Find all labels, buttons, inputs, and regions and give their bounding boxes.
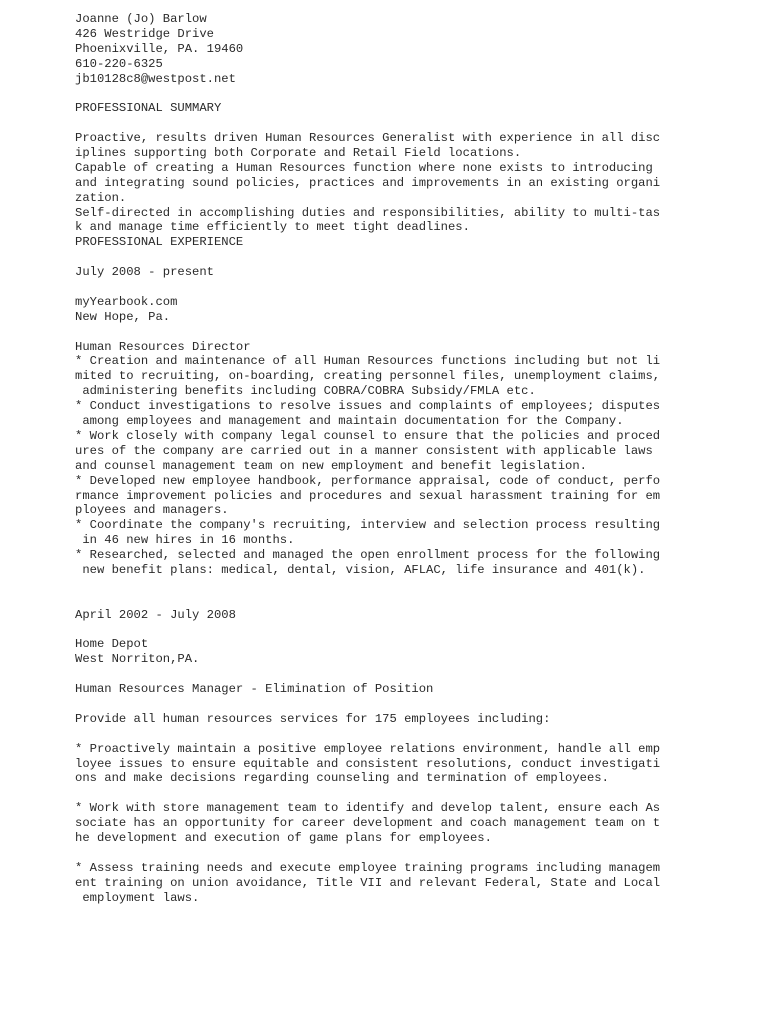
duty-line: employment laws. [75,890,200,905]
spacer [75,667,745,682]
duty-line: he development and execution of game plans for employees. [75,830,492,845]
duty-line: new benefit plans: medical, dental, vision, AFLAC, life insurance and 401(k). [75,562,646,577]
duty-line: mited to recruiting, on-boarding, creating personnel files, unemployment claims, [75,369,661,384]
duty-line: ent training on union avoidance, Title VII and relevant Federal, State and Local [75,875,661,890]
contact-street: 426 Westridge Drive [75,26,214,41]
summary-heading: PROFESSIONAL SUMMARY [75,101,222,116]
job-title: Human Resources Manager - Elimination of Position [75,682,434,697]
duty-line: in 46 new hires in 16 months. [75,533,295,548]
duty-line: and counsel management team on new employment and benefit legislation. [75,458,587,473]
summary-line: and integrating sound policies, practices and improvements in an existing organi [75,175,661,190]
summary-line: Capable of creating a Human Resources function where none exists to introducing [75,160,653,175]
duty-line: administering benefits including COBRA/COBRA Subsidy/FMLA etc. [75,384,536,399]
job-company: Home Depot [75,637,149,652]
duty-line: sociate has an opportunity for career development and coach management team on t [75,816,661,831]
spacer [75,786,745,801]
job-company: myYearbook.com [75,294,178,309]
spacer [75,116,745,131]
duty-paragraph [75,801,745,846]
contact-city: Phoenixville, PA. 19460 [75,41,244,56]
job-intro: Provide all human resources services for 175 employees including: [75,711,551,726]
contact-email: jb10128c8@westpost.net [75,71,236,86]
spacer [75,280,745,295]
job-dates: April 2002 - July 2008 [75,607,236,622]
contact-phone: 610-220-6325 [75,56,163,71]
job-entry [75,265,745,578]
spacer [75,727,745,742]
contact-block [75,12,745,86]
summary-line: Proactive, results driven Human Resources Generalist with experience in all disc [75,131,661,146]
duty-line: loyee issues to ensure equitable and consistent resolutions, conduct investigati [75,756,661,771]
spacer [75,697,745,712]
spacer [75,593,745,608]
job-dates: July 2008 - present [75,265,214,280]
experience-heading: PROFESSIONAL EXPERIENCE [75,235,244,250]
spacer [75,578,745,593]
duty-paragraph [75,742,745,787]
duty-line: * Proactively maintain a positive employee relations environment, handle all emp [75,741,661,756]
duty-line: * Assess training needs and execute employee training programs including managem [75,860,661,875]
duty-line: * Work with store management team to identify and develop talent, ensure each As [75,801,661,816]
duty-line: * Developed new employee handbook, performance appraisal, code of conduct, perfo [75,473,661,488]
duty-line: * Coordinate the company's recruiting, interview and selection process resulting [75,518,661,533]
duty-line: * Creation and maintenance of all Human Resources functions including but not li [75,354,661,369]
duty-line: * Researched, selected and managed the open enrollment process for the following [75,548,661,563]
contact-name: Joanne (Jo) Barlow [75,12,207,26]
duty-line: * Work closely with company legal counsel to ensure that the policies and proced [75,428,661,443]
job-location: New Hope, Pa. [75,309,171,324]
duty-line: ployees and managers. [75,503,229,518]
summary-line: iplines supporting both Corporate and Retail Field locations. [75,146,522,161]
spacer [75,846,745,861]
spacer [75,325,745,340]
job-title: Human Resources Director [75,339,251,354]
duty-line: * Conduct investigations to resolve issues and complaints of employees; disputes [75,399,661,414]
resume-document [75,12,745,905]
summary-line: Self-directed in accomplishing duties and responsibilities, ability to multi-tas [75,205,661,220]
spacer [75,86,745,101]
summary-text [75,131,745,235]
duty-paragraph [75,861,745,906]
job-location: West Norriton,PA. [75,652,200,667]
summary-line: zation. [75,190,127,205]
summary-line: k and manage time efficiently to meet tight deadlines. [75,220,470,235]
job-duties [75,354,745,577]
job-entry [75,608,745,906]
spacer [75,623,745,638]
duty-line: among employees and management and maintain documentation for the Company. [75,414,624,429]
duty-line: rmance improvement policies and procedures and sexual harassment training for em [75,488,661,503]
duty-line: ures of the company are carried out in a manner consistent with applicable laws [75,443,653,458]
duty-line: ons and make decisions regarding counseling and termination of employees. [75,771,609,786]
spacer [75,250,745,265]
